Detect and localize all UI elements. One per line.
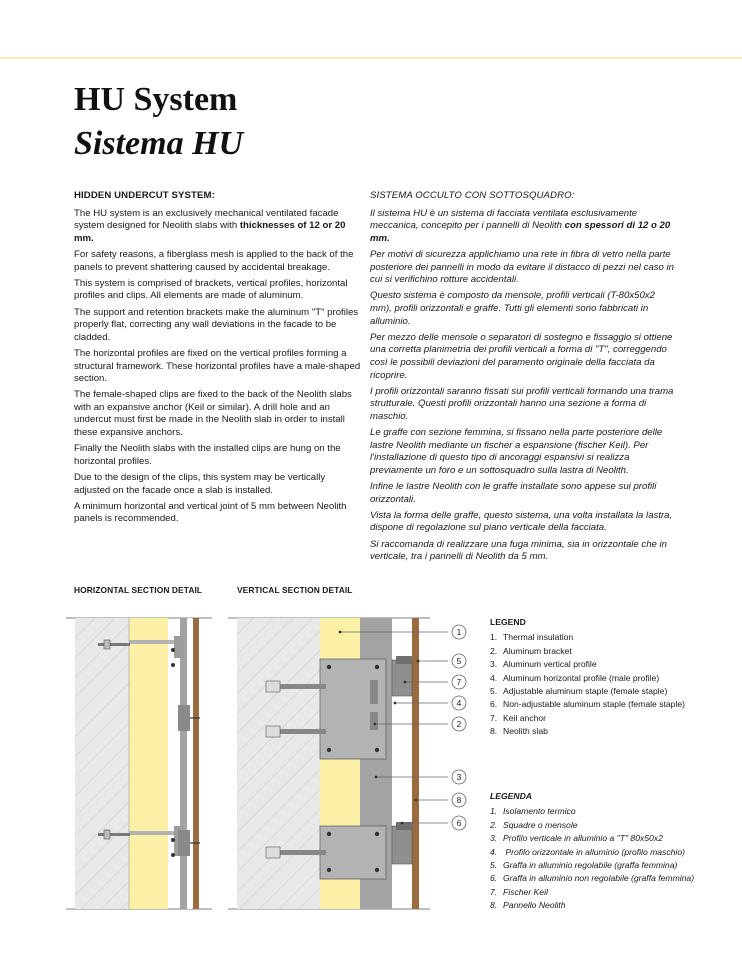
italian-paragraph: Le graffe con sezione femmina, si fissano nella parte posteriore delle lastre Neolith mediante un fischer a espansione (fischer Keil). Per l'installazione di questo tipo di ancoraggi espansivi si realizza previamente un foro e un sottosquadro sulla lastra di Neolith. <box>370 427 663 476</box>
legend-item: 8. Neolith slab <box>490 726 548 737</box>
callout-8: 8 <box>456 795 462 805</box>
legend-item: 7. Keil anchor <box>490 712 546 723</box>
vertical-profile <box>180 618 187 909</box>
legend-item: 6. Graffa in alluminio non regolabile (graffa femmina) <box>490 873 695 884</box>
italian-paragraph: Vista la forma delle graffe, questo sistema, una volta installata la lastra, dispone di regolazione sul piano verticale della facciata. <box>370 509 673 534</box>
english-paragraph: For safety reasons, a fiberglass mesh is applied to the back of the panels to prevent shattering caused by accidental breakage. <box>74 248 354 273</box>
legend-item: 2. Aluminum bracket <box>490 645 572 656</box>
legend-item: 5. Graffa in alluminio regolabile (graffa femmina) <box>490 860 678 871</box>
legend-item: 1. Isolamento termico <box>490 806 576 817</box>
legend-item: 1. Thermal insulation <box>490 632 574 643</box>
italian-paragraph: I profili orizzontali saranno fissati sui profili verticali formando una trama strutturale. Questi profili orizzontali hanno una sezione a forma di maschio. <box>370 385 674 422</box>
english-paragraph: Finally the Neolith slabs with the installed clips are hung on the horizontal profiles. <box>74 443 341 467</box>
callout-4: 4 <box>456 698 462 708</box>
legend-title-italian: LEGENDA <box>490 791 533 801</box>
legend-english <box>490 616 685 739</box>
legend-title: LEGEND <box>490 617 526 627</box>
callout-6: 6 <box>456 818 462 828</box>
callout-2: 2 <box>456 719 462 729</box>
legend-item: 8. Pannello Neolith <box>490 900 566 911</box>
legend-item: 3. Aluminum vertical profile <box>490 659 597 670</box>
italian-paragraph: Infine le lastre Neolith con le graffe installate sono appese sui profili orizzontali. <box>370 481 657 505</box>
callout-5: 5 <box>456 656 462 666</box>
english-paragraph: The support and retention brackets make the aluminum "T" profiles properly flat, correcting any wall deviations in the facade to be cladded. <box>74 306 359 343</box>
legend-item: 7. Fischer Keil <box>490 886 548 897</box>
english-paragraph: The horizontal profiles are fixed on the vertical profiles forming a structural framework. These horizontal profiles have a male-shaped section. <box>74 347 361 385</box>
horizontal-section-drawing <box>66 618 212 909</box>
italian-paragraph: Per motivi di sicurezza applichiamo una rete in fibra di vetro nella parte posteriore dei pannelli in modo da evitare il distacco di pezzi nel caso in cui si verifichino rotture accidentali. <box>370 248 674 286</box>
page-title-italian: Sistema HU <box>74 125 244 162</box>
horizontal-section-label: HORIZONTAL SECTION DETAIL <box>74 585 203 595</box>
legend-item: 3. Profilo verticale in alluminio a "T" 80x50x2 <box>490 833 663 844</box>
callout-1: 1 <box>456 627 462 637</box>
legend-italian <box>490 790 694 913</box>
callout-7: 7 <box>456 677 462 687</box>
slab <box>193 618 199 909</box>
legend-item: 2. Squadre o mensole <box>490 819 578 830</box>
english-paragraph: Due to the design of the clips, this system may be vertically adjusted on the facade once a slab is installed. <box>74 472 326 496</box>
vertical-section-label: VERTICAL SECTION DETAIL <box>237 585 353 595</box>
page-title: HU System <box>74 81 238 118</box>
vertical-section-drawing <box>228 618 466 909</box>
english-paragraph: This system is comprised of brackets, vertical profiles, horizontal profiles and clips. All elements are made of aluminum. <box>74 277 348 302</box>
legend-item: 4. Profilo orizzontale in alluminio (profilo maschio) <box>490 846 685 857</box>
italian-paragraph: Si raccomanda di realizzare una fuga minima, sia in orizzontale che in verticale, tra i pannelli di Neolith da 5 mm. <box>370 538 668 563</box>
english-paragraph: The female-shaped clips are fixed to the back of the Neolith slabs with an expansive anchor (Keil or similar). A drill hole and an undercut must first be made in the Neolith slab in order to install these expansive anchors. <box>74 389 352 439</box>
english-paragraph-1: The HU system is an exclusively mechanical ventilated facade system designed for Neolith slabs with thicknesses of 12 or 20 mm. <box>74 207 346 244</box>
italian-paragraph: Per mezzo delle mensole o separatori di sostegno e fissaggio si ottiene una corretta planimetria dei profili verticali a forma di "T", correggendo così le possibili deviazioni del paramento originale della facciata da ricoprire. <box>370 331 673 381</box>
english-paragraph: A minimum horizontal and vertical joint of 5 mm between Neolith panels is recommended. <box>74 500 347 525</box>
legend-item: 5. Adjustable aluminum staple (female staple) <box>490 686 668 697</box>
callout-3: 3 <box>456 772 462 782</box>
insulation <box>129 618 168 909</box>
italian-heading: SISTEMA OCCULTO CON SOTTOSQUADRO: <box>370 190 575 201</box>
english-heading: HIDDEN UNDERCUT SYSTEM: <box>74 190 215 201</box>
legend-item: 6. Non-adjustable aluminum staple (female staple) <box>490 699 685 710</box>
italian-paragraph-1: Il sistema HU è un sistema di facciata ventilata esclusivamente meccanica, concepito per i pannelli di Neolith con spessori di 12 o 20 mm. <box>370 207 671 244</box>
italian-paragraph: Questo sistema è composto da mensole, profili verticali (T-80x50x2 mm), profili orizzontali e graffe. Tutti gli elementi sono fabbricati in alluminio. <box>370 290 655 327</box>
legend-item: 4. Aluminum horizontal profile (male profile) <box>490 672 660 683</box>
